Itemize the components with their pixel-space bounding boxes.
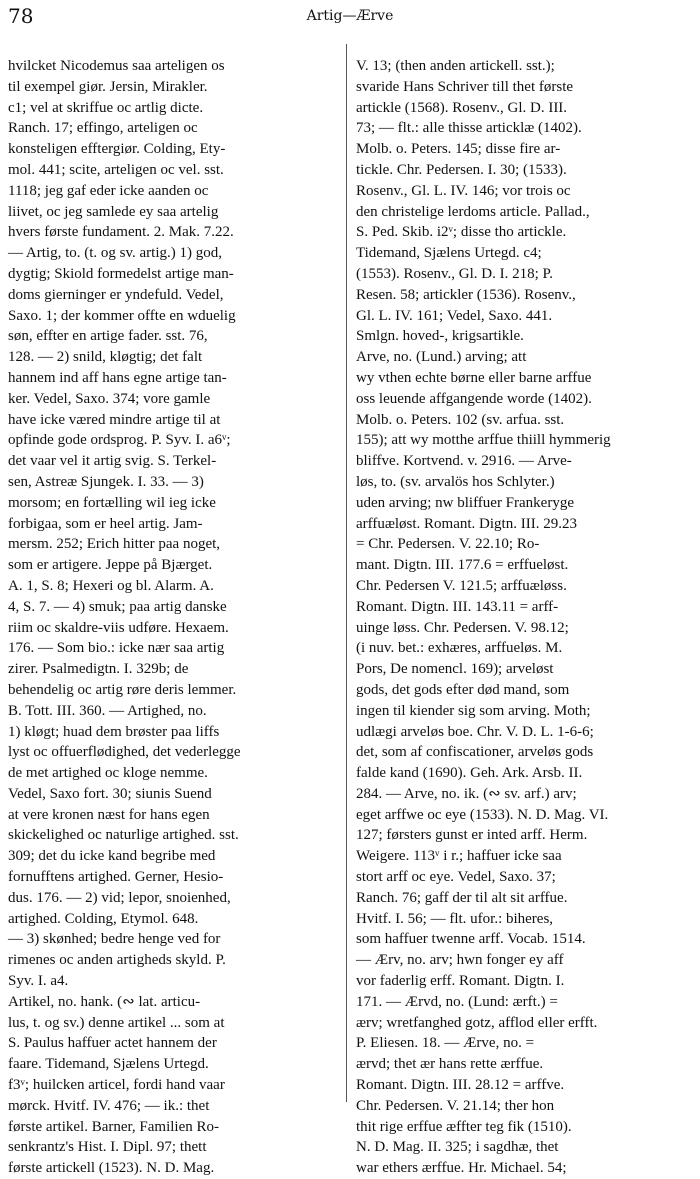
text-line: gods, det gods efter død mand, som (356, 681, 570, 698)
text-line: dygtig; Skiold formedelst artige man- (8, 265, 234, 282)
text-line: Saxo. 1; der kommer offte en wduelig (8, 307, 236, 324)
text-line: B. Tott. III. 360. — Artighed, no. (8, 702, 207, 719)
text-line: 176. — Som bio.: icke nær saa artig (8, 640, 225, 657)
text-line: V. 13; (then anden artickell. sst.); (356, 58, 555, 74)
text-line: ærv; wretfanghed gotz, afflod eller erfft. (356, 1014, 598, 1031)
text-line: falde kand (1690). Geh. Ark. Arsb. II. (356, 765, 583, 782)
text-line: Weigere. 113ᵛ i r.; haffuer icke saa (356, 848, 562, 865)
text-line: som haffuer twenne arff. Vocab. 1514. (356, 931, 586, 948)
text-line: (1553). Rosenv., Gl. D. I. 218; P. (356, 265, 553, 282)
text-line: 1) kløgt; huad dem brøster paa liffs (8, 723, 220, 740)
text-line: faare. Tidemand, Sjælens Urtegd. (8, 1056, 209, 1073)
text-line: udlægi arveløs boe. Chr. V. D. L. 1-6-6; (356, 723, 594, 740)
text-line: uinge løss. Chr. Pedersen. V. 98.12; (356, 619, 569, 636)
text-line: artickle (1568). Rosenv., Gl. D. III. (356, 99, 568, 116)
text-line: 309; det du icke kand begribe med (8, 848, 216, 865)
text-line: første artikel. Barner, Familien Ro- (8, 1118, 220, 1135)
text-line: riim oc skaldre-viis udføre. Hexaem. (8, 619, 229, 636)
text-line: c1; vel at skriffue oc artlig dicte. (8, 99, 204, 116)
text-line: svaride Hans Schriver till thet første (356, 78, 574, 95)
text-line: = Chr. Pedersen. V. 22.10; Ro- (356, 536, 540, 553)
text-line: lyst oc offuerflødighed, det vederlegge (8, 744, 241, 761)
text-line: senkrantz's Hist. I. Dipl. 97; thett (8, 1139, 207, 1156)
text-line: Tidemand, Sjælens Urtegd. c4; (356, 245, 542, 262)
text-line: Pors, De nomencl. 169); arveløst (356, 661, 554, 678)
text-line: ingen til kiender sig som arving. Moth; (356, 702, 591, 719)
text-line: Chr. Pedersen. V. 21.14; ther hon (356, 1097, 555, 1114)
right-column (356, 56, 688, 1177)
text-line: — Artig, to. (t. og sv. artig.) 1) god, (8, 245, 223, 262)
text-line: 73; — flt.: alle thisse articklæ (1402). (356, 120, 582, 137)
text-line: 4, S. 7. — 4) smuk; paa artig danske (8, 598, 227, 615)
text-line: Molb. o. Peters. 145; disse fire ar- (356, 141, 561, 158)
text-line: hvers første fundament. 2. Mak. 7.22. (8, 224, 234, 241)
text-line: det, som af confiscationer, arveløs gods (356, 744, 594, 761)
text-line: Ranch. 17; effingo, arteligen oc (8, 120, 198, 137)
text-line: den christelige lerdoms article. Pallad., (356, 203, 590, 220)
text-line: N. D. Mag. II. 325; i sagdhæ, thet (356, 1139, 559, 1156)
text-line: 155); att wy motthe arffue thiill hymmerig (356, 432, 611, 449)
text-line: thit rige erffue æffter teg fik (1510). (356, 1118, 572, 1135)
text-line: forbigaa, som er heel artig. Jam- (8, 515, 203, 532)
text-line: — Ærv, no. arv; hwn fonger ey aff (356, 952, 564, 969)
text-line: morsom; en fortælling wil ieg icke (8, 494, 216, 511)
text-line: til exempel giør. Jersin, Mirakler. (8, 78, 208, 95)
text-line: war ethers ærffue. Hr. Michael. 54; (356, 1160, 567, 1177)
text-line: 171. — Ærvd, no. (Lund: ærft.) = (356, 993, 558, 1010)
text-line: Ranch. 76; gaff der til alt sit arffue. (356, 889, 568, 906)
text-line: mant. Digtn. III. 177.6 = erffueløst. (356, 557, 569, 574)
text-line: løs, to. (sv. arvalös hos Schlyter.) (356, 473, 555, 490)
text-line: zirer. Psalmedigtn. I. 329b; de (8, 661, 189, 678)
text-line: bliffve. Kortvend. v. 2916. — Arve- (356, 453, 572, 470)
text-line: opfinde gode ordsprog. P. Syv. I. a6ᵛ; (8, 432, 231, 449)
text-line: Smlgn. hoved-, krigsartikle. (356, 328, 524, 345)
text-line: behendelig oc artig røre deris lemmer. (8, 681, 237, 698)
page-number: 78 (8, 4, 34, 28)
text-line: A. 1, S. 8; Hexeri og bl. Alarm. A. (8, 577, 214, 594)
text-line: wy vthen echte børne eller barne arffue (356, 369, 592, 386)
text-line: lus, t. og sv.) denne artikel ... som at (8, 1014, 225, 1031)
text-line: Hvitf. I. 56; — flt. ufor.: biheres, (356, 910, 554, 927)
text-line: have icke væred mindre artige til at (8, 411, 221, 428)
text-line: (i nuv. bet.: exhæres, arffueløs. M. (356, 640, 563, 657)
text-line: Romant. Digtn. III. 28.12 = arffve. (356, 1077, 565, 1094)
text-line: hvilcket Nicodemus saa arteligen os (8, 58, 225, 74)
text-line: Molb. o. Peters. 102 (sv. arfua. sst. (356, 411, 565, 428)
text-line: S. Paulus haffuer actet hannem der (8, 1035, 217, 1052)
text-line: artighed. Colding, Etymol. 648. (8, 910, 199, 927)
text-line: dus. 176. — 2) vid; lepor, snoienhed, (8, 889, 231, 906)
text-line: Arve, no. (Lund.) arving; att (356, 349, 527, 366)
left-column (8, 56, 340, 1177)
text-line: at vere kronen næst for hans egen (8, 806, 210, 823)
text-line: skickelighed oc naturlige artighed. sst. (8, 827, 239, 844)
text-line: Artikel, no. hank. (∾ lat. articu- (8, 993, 201, 1010)
text-line: mol. 441; scite, arteligen oc vel. sst. (8, 161, 224, 178)
text-line: 1118; jeg gaf eder icke aanden oc (8, 182, 209, 199)
page-header (8, 0, 692, 40)
text-line: doms gierninger er yndefuld. Vedel, (8, 286, 224, 303)
text-line: oss leuende affgangende worde (1402). (356, 390, 592, 407)
text-line: mersm. 252; Erich hitter paa noget, (8, 536, 221, 553)
text-line: P. Eliesen. 18. — Ærve, no. = (356, 1035, 535, 1052)
text-line: liivet, oc jeg samlede ey saa artelig (8, 203, 219, 220)
text-line: tickle. Chr. Pedersen. I. 30; (1533). (356, 161, 567, 178)
column-divider (346, 44, 347, 1102)
text-line: — 3) skønhed; bedre henge ved for (8, 931, 221, 948)
text-line: Resen. 58; artickler (1536). Rosenv., (356, 286, 576, 303)
text-line: arffuæløst. Romant. Digtn. III. 29.23 (356, 515, 577, 532)
text-line: Chr. Pedersen V. 121.5; arffuæløss. (356, 577, 567, 594)
text-line: hannem ind aff hans egne artige tan- (8, 369, 227, 386)
text-line: uden arving; nw bliffuer Frankeryge (356, 494, 574, 511)
text-line: vor faderlig erff. Romant. Digtn. I. (356, 973, 565, 990)
text-line: ker. Vedel, Saxo. 374; vore gamle (8, 390, 211, 407)
text-line: eget arffwe oc eye (1533). N. D. Mag. VI. (356, 806, 609, 823)
text-line: første artickell (1523). N. D. Mag. (8, 1160, 215, 1177)
text-line: som er artigere. Jeppe på Bjærget. (8, 557, 213, 574)
running-head: Artig—Ærve (306, 8, 394, 24)
text-line: 284. — Arve, no. ik. (∾ sv. arf.) arv; (356, 785, 577, 802)
text-line: Gl. L. IV. 161; Vedel, Saxo. 441. (356, 307, 553, 324)
text-line: Syv. I. a4. (8, 973, 69, 990)
text-line: stort arff oc eye. Vedel, Saxo. 37; (356, 869, 556, 886)
text-line: fornufftens artighed. Gerner, Hesio- (8, 869, 224, 886)
text-line: 127; førsters gunst er inted arff. Herm. (356, 827, 588, 844)
text-line: konsteligen efftergiør. Colding, Ety- (8, 141, 226, 158)
text-line: søn, effter en artige fader. sst. 76, (8, 328, 208, 345)
text-line: Rosenv., Gl. L. IV. 146; vor trois oc (356, 182, 571, 199)
text-line: S. Ped. Skib. i2ᵛ; disse tho artickle. (356, 224, 567, 241)
text-line: mørck. Hvitf. IV. 476; — ik.: thet (8, 1097, 210, 1114)
text-line: rimenes oc anden artigheds skyld. P. (8, 952, 226, 969)
text-line: sen, Astreæ Sjungek. I. 33. — 3) (8, 473, 204, 490)
text-line: Vedel, Saxo fort. 30; siunis Suend (8, 785, 212, 802)
text-line: det vaar vel it artig svig. S. Terkel- (8, 453, 217, 470)
text-line: de met artighed oc kloge nemme. (8, 765, 208, 782)
text-line: Romant. Digtn. III. 143.11 = arff- (356, 598, 559, 615)
text-line: 128. — 2) snild, kløgtig; det falt (8, 349, 203, 366)
text-line: ærvd; thet ær hans rette ærffue. (356, 1056, 544, 1073)
text-line: f3ᵛ; huilcken articel, fordi hand vaar (8, 1077, 225, 1094)
